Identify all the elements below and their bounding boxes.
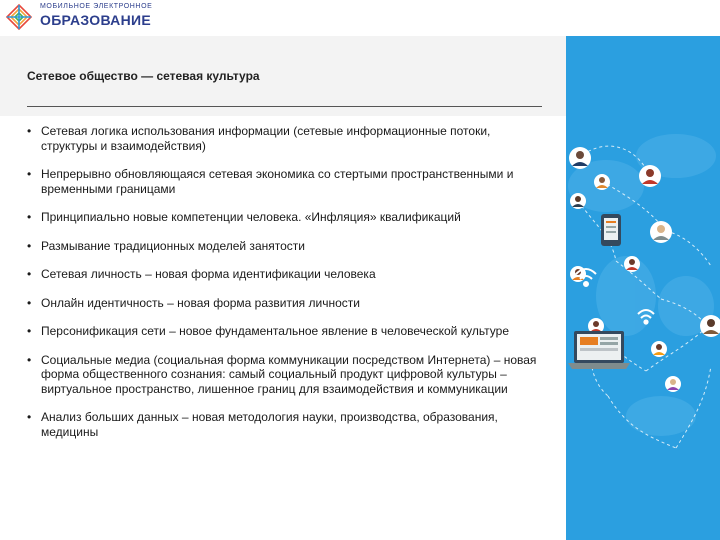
bullet-item: • Сетевая личность – новая форма идентификации человека [27,267,545,282]
bullet-list [27,124,545,453]
bullet-item: • Сетевая логика использования информации (сетевые информационные потоки, структуры и взаимодействия) [27,124,545,153]
title-divider [27,106,542,107]
bullet-item: • Онлайн идентичность – новая форма развития личности [27,296,545,311]
bullet-item: • Размывание традиционных моделей занятости [27,239,545,254]
bullet-item: • Персонификация сети – новое фундаментальное явление в человеческой культуре [27,324,545,339]
tablet-icon [601,214,621,246]
bullet-item: • Принципиально новые компетенции человека. «Инфляция» квалификаций [27,210,545,225]
laptop-icon [568,331,630,369]
network-illustration-panel [566,36,720,540]
bullet-item: • Непрерывно обновляющаяся сетевая экономика со стертыми пространственными и временными границами [27,167,545,196]
bullet-item: • Анализ больших данных – новая методология науки, производства, образования, медицины [27,410,545,439]
logo-subtitle: МОБИЛЬНОЕ ЭЛЕКТРОННОЕ [40,3,153,10]
page-title: Сетевое общество — сетевая культура [27,69,260,83]
network-illustration-icon [566,36,720,540]
logo-mark-icon [5,3,33,31]
bullet-item: • Социальные медиа (социальная форма коммуникации посредством Интернета) – новая форма общественного сознания: самый социальный продукт цифровой культуры – виртуальное пространство, лишенное границ для взаимодействия и коммуникации [27,353,545,397]
header [0,0,720,36]
logo-title: ОБРАЗОВАНИЕ [40,12,151,28]
